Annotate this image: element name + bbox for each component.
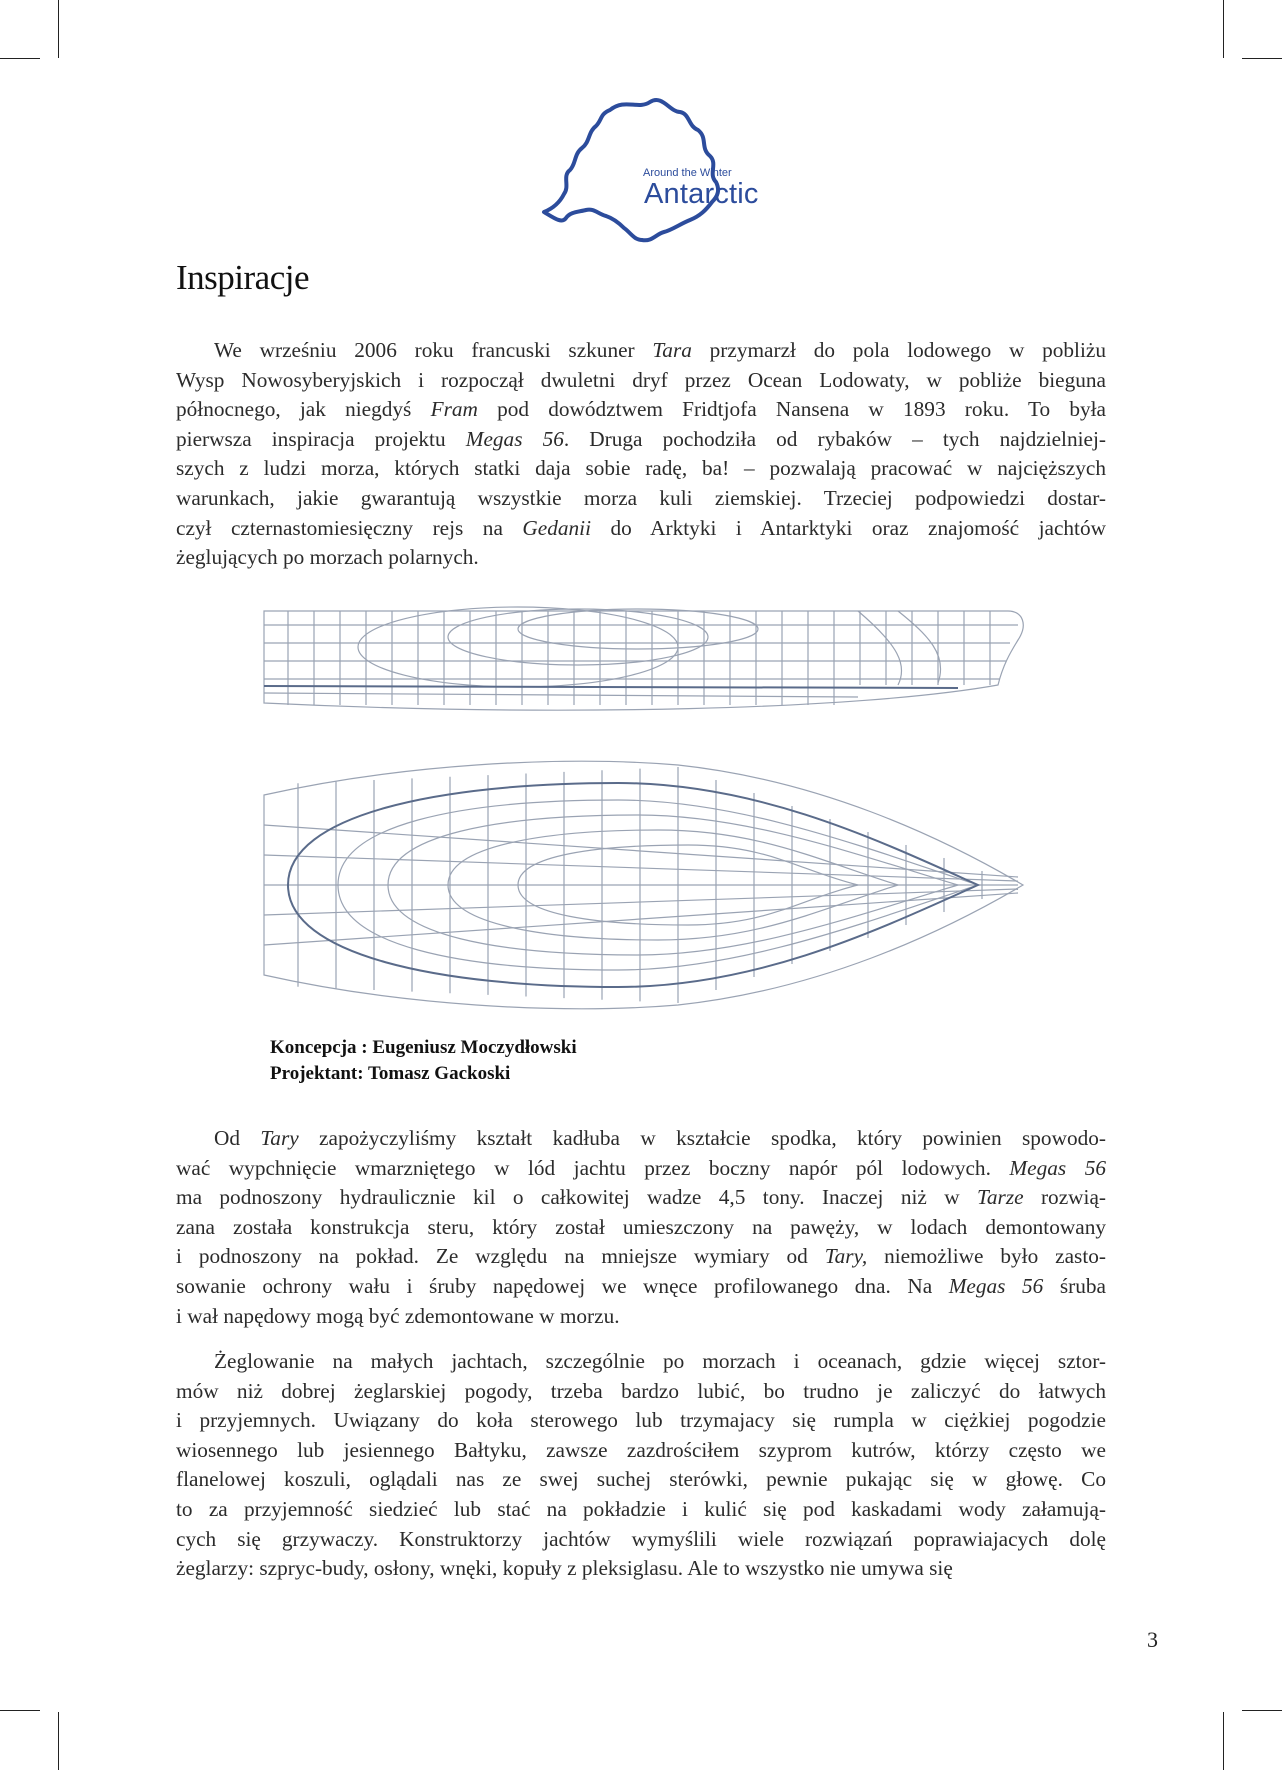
text-line: wać wypchnięcie wmarzniętego w lód jachtu przez boczny napór pól lodowych. Megas 56 <box>176 1155 1106 1180</box>
text-line: Żeglowanie na małych jachtach, szczególnie po morzach i oceanach, gdzie więcej sztor- <box>214 1349 1106 1373</box>
text-line: szych z ludzi morza, których statki daja sobie radę, ba! – pozwalają pracować w najcięższych <box>176 456 1106 481</box>
text-line: czył czternastomiesięczny rejs na Gedanii do Arktyki i Antarktyki oraz znajomość jachtów <box>176 515 1106 540</box>
logo-name: Antarctic <box>644 178 759 210</box>
text-line: mów niż dobrej żeglarskiej pogody, trzeba bardzo lubić, bo trudno je zaliczyć do łatwych <box>176 1378 1106 1403</box>
crop-mark <box>1242 58 1282 59</box>
crop-mark <box>0 1710 40 1711</box>
crop-mark <box>1223 0 1224 58</box>
page-title: Inspiracje <box>176 258 309 297</box>
text-line: Od Tary zapożyczyliśmy kształt kadłuba w kształcie spodka, który powinien spowodo- <box>214 1126 1106 1150</box>
hull-lines-drawing <box>258 605 1030 1025</box>
page-number: 3 <box>1147 1627 1158 1652</box>
crop-mark <box>1223 1712 1224 1770</box>
text-line: żeglarzy: szpryc-budy, osłony, wnęki, kopuły z pleksiglasu. Ale to wszystko nie umywa się <box>176 1556 953 1581</box>
crop-mark <box>0 58 40 59</box>
text-line: sowanie ochrony wału i śruby napędowej we wnęce profilowanego dna. Na Megas 56 śruba <box>176 1273 1106 1298</box>
paragraph-3 <box>176 1347 1106 1584</box>
paragraph-2 <box>176 1124 1106 1331</box>
caption-concept: Koncepcja : Eugeniusz Moczydłowski <box>270 1037 577 1058</box>
text-line: to za przyjemność siedzieć lub stać na pokładzie i kulić się pod kaskadami wody załamują- <box>176 1496 1106 1521</box>
text-line: ma podnoszony hydraulicznie kil o całkowitej wadze 4,5 tony. Inaczej niż w Tarze rozwią- <box>176 1185 1106 1210</box>
text-line: We wrześniu 2006 roku francuski szkuner Tara przymarzł do pola lodowego w pobliżu <box>214 338 1106 362</box>
logo-tagline: Around the Winter <box>643 167 732 179</box>
text-line: i wał napędowy mogą być zdemontowane w morzu. <box>176 1303 620 1328</box>
text-line: pierwsza inspiracja projektu Megas 56. Druga pochodziła od rybaków – tych najdzielniej- <box>176 426 1107 451</box>
text-line: flanelowej koszuli, oglądali nas ze swej suchej sterówki, pewnie pukając się w głowę. Co <box>176 1467 1106 1492</box>
crop-mark <box>58 1712 59 1770</box>
text-line: wiosennego lub jesiennego Bałtyku, zawsze zazdrościłem szyprom kutrów, którzy często we <box>176 1437 1106 1462</box>
crop-mark <box>58 0 59 58</box>
paragraph-1 <box>176 336 1106 573</box>
caption-designer: Projektant: Tomasz Gackoski <box>270 1063 511 1084</box>
text-line: i podnoszony na pokład. Ze względu na mniejsze wymiary od Tary, niemożliwe było zasto- <box>176 1244 1106 1269</box>
text-line: cych się grzywaczy. Konstruktorzy jachtów wymyślili wiele rozwiązań poprawiajacych dolę <box>176 1526 1106 1551</box>
text-line: północnego, jak niegdyś Fram pod dowództwem Fridtjofa Nansena w 1893 roku. To była <box>176 397 1106 422</box>
crop-mark <box>1242 1710 1282 1711</box>
text-line: warunkach, jakie gwarantują wszystkie morza kuli ziemskiej. Trzeciej podpowiedzi dostar- <box>176 485 1106 510</box>
text-line: żeglujących po morzach polarnych. <box>176 545 479 570</box>
text-line: zana została konstrukcja steru, który został umieszczony na pawęży, w lodach demontowany <box>176 1214 1106 1239</box>
text-line: Wysp Nowosyberyjskich i rozpoczął dwuletni dryf przez Ocean Lodowaty, w pobliże bieguna <box>176 367 1106 392</box>
text-line: i przyjemnych. Uwiązany do koła sterowego lub trzymajacy się rumpla w ciężkiej pogodzie <box>176 1408 1106 1433</box>
